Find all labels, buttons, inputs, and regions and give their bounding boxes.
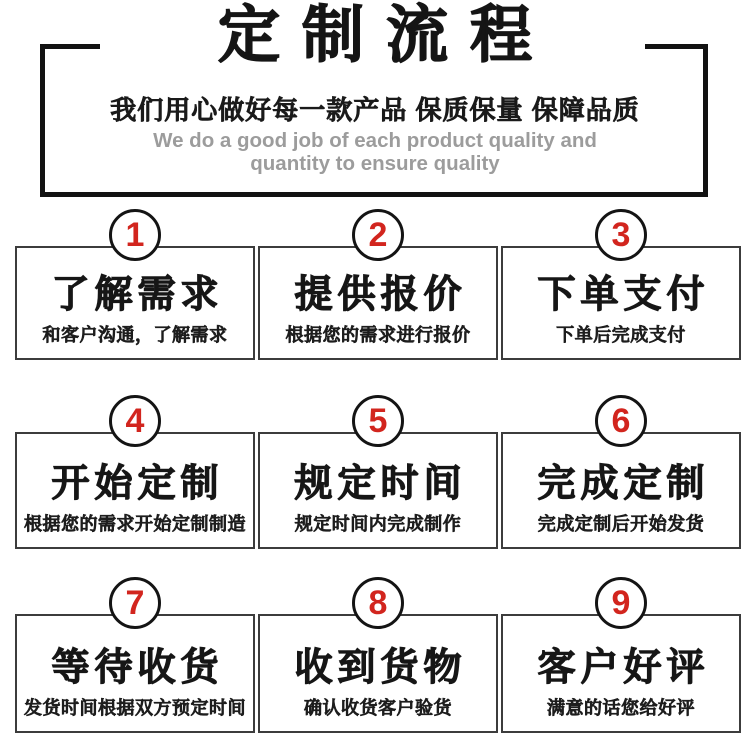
step-number: 1 — [125, 216, 145, 254]
steps-row-3 — [15, 584, 741, 733]
step-number: 8 — [368, 584, 388, 622]
step-number: 4 — [125, 402, 145, 440]
step-number-badge — [595, 209, 647, 261]
step-title: 提供报价 — [294, 274, 467, 317]
step-number-badge — [352, 395, 404, 447]
step-description: 满意的话您给好评 — [547, 698, 695, 719]
step-title: 等待收货 — [51, 647, 224, 690]
step-description: 发货时间根据双方预定时间 — [24, 698, 246, 719]
step-title: 下单支付 — [537, 274, 710, 317]
step-title: 开始定制 — [51, 463, 224, 506]
step-number: 5 — [368, 402, 388, 440]
step-card-1 — [15, 216, 255, 360]
header-subtitle-en-line2: quantity to ensure quality — [250, 152, 500, 175]
step-card-8 — [258, 584, 498, 733]
step-number: 7 — [125, 584, 145, 622]
step-number: 3 — [611, 216, 631, 254]
header-subtitle-cn: 我们用心做好每一款产品 保质保量 保障品质 — [110, 95, 640, 125]
step-description: 完成定制后开始发货 — [537, 514, 705, 535]
step-description: 根据您的需求进行报价 — [285, 325, 471, 346]
step-card-5 — [258, 402, 498, 549]
step-card-4 — [15, 402, 255, 549]
step-number-badge — [352, 209, 404, 261]
step-number-badge — [109, 395, 161, 447]
steps-row-2 — [15, 402, 741, 549]
step-title: 完成定制 — [537, 463, 710, 506]
step-number: 6 — [611, 402, 631, 440]
steps-row-1 — [15, 216, 741, 360]
step-title: 了解需求 — [51, 274, 224, 317]
step-description: 下单后完成支付 — [556, 325, 686, 346]
header-subtitle-en-line1: We do a good job of each product quality and — [153, 129, 597, 152]
step-description: 根据您的需求开始定制制造 — [24, 514, 246, 535]
step-number: 9 — [611, 584, 631, 622]
page-title: 定制流程 — [217, 1, 554, 70]
step-number-badge — [109, 209, 161, 261]
step-card-3 — [501, 216, 741, 360]
step-number: 2 — [368, 216, 388, 254]
step-title: 收到货物 — [294, 647, 467, 690]
step-number-badge — [109, 577, 161, 629]
step-description: 确认收货客户验货 — [304, 698, 452, 719]
step-number-badge — [595, 395, 647, 447]
step-number-badge — [352, 577, 404, 629]
step-description: 和客户沟通，了解需求 — [42, 325, 228, 346]
step-description: 规定时间内完成制作 — [294, 514, 462, 535]
step-title: 客户好评 — [537, 647, 710, 690]
step-card-9 — [501, 584, 741, 733]
step-number-badge — [595, 577, 647, 629]
step-title: 规定时间 — [294, 463, 467, 506]
header-subtitle-en — [0, 129, 750, 175]
step-card-7 — [15, 584, 255, 733]
step-card-2 — [258, 216, 498, 360]
step-card-6 — [501, 402, 741, 549]
